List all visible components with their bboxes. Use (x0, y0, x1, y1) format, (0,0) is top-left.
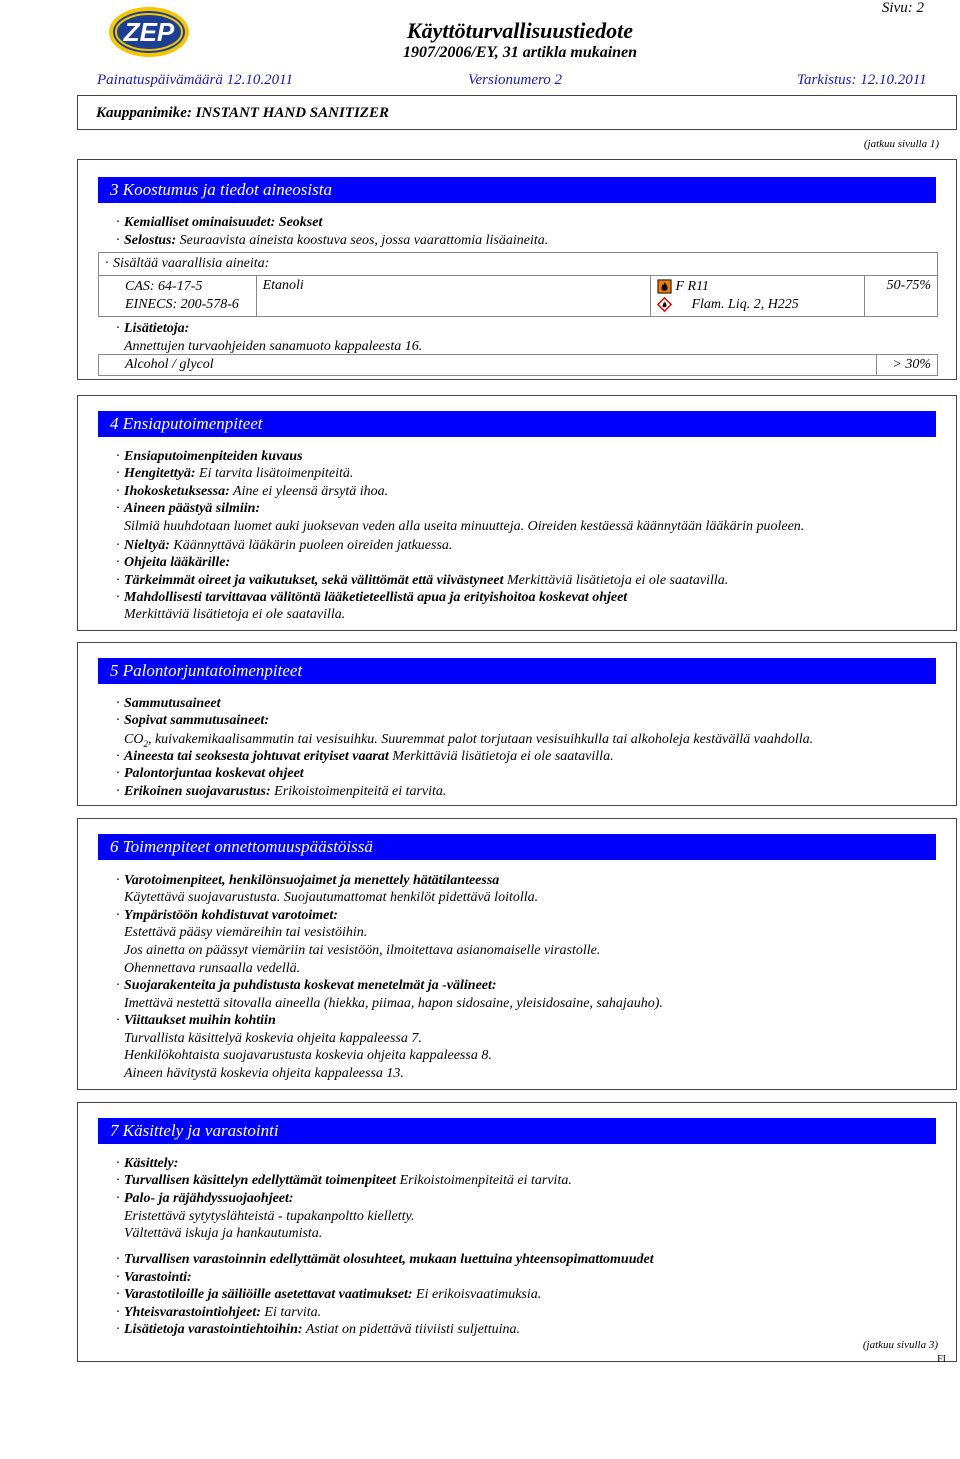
substance-cell: Etanoli (256, 276, 650, 317)
version-number: Versionumero 2 (468, 72, 563, 88)
document-title: Käyttöturvallisuustiedote (406, 18, 634, 43)
s5-line-4: · Aineesta tai seoksesta johtuvat erityiset vaarat Merkittäviä lisätietoja ei ole saatavilla. (116, 749, 614, 764)
section-5 (77, 642, 957, 806)
s7-line-10: · Lisätietoja varastointiehtoihin: Astiat on pidettävä tiiviisti suljettuina. (116, 1322, 521, 1337)
s4-line-3: · Ihokosketuksessa: Aine ei yleensä ärsytä ihoa. (116, 484, 389, 499)
s5-line-5: · Palontorjuntaa koskevat ohjeet (116, 766, 304, 781)
alcohol-name: Alcohol / glycol (99, 355, 877, 376)
alcohol-table (98, 354, 938, 376)
section-7-title: 7 Käsittely ja varastointi (98, 1118, 936, 1144)
s7-line-3: · Palo- ja räjähdyssuojaohjeet: (116, 1191, 294, 1206)
trade-name: Kauppanimike: INSTANT HAND SANITIZER (96, 105, 389, 121)
section-6 (77, 818, 957, 1090)
s4-line-10: Merkittäviä lisätietoja ei ole saatavilla. (124, 607, 346, 622)
s6-line-10: Turvallista käsittelyä koskevia ohjeita kappaleessa 7. (124, 1031, 422, 1046)
ghs-flame-diamond-icon (657, 297, 672, 312)
section-6-title: 6 Toimenpiteet onnettomuuspäästöissä (98, 834, 936, 860)
s7-line-4: Eristettävä sytytyslähteistä - tupakanpoltto kielletty. (124, 1209, 415, 1224)
svg-text:ZEP: ZEP (123, 17, 175, 47)
s6-line-1: · Varotoimenpiteet, henkilönsuojaimet ja menettely hätätilanteessa (116, 873, 500, 888)
flammable-icon (657, 279, 672, 294)
s7-line-5: Vältettävä iskuja ja hankautumista. (124, 1226, 323, 1241)
page-number: Sivu: 2 (881, 0, 924, 16)
classification-cell: F R11 Flam. Liq. 2, H225 (650, 276, 864, 317)
s4-line-8: · Tärkeimmät oireet ja vaikutukset, sekä välittömät että viivästyneet Merkittäviä lisätietoja ei ole saatavilla. (116, 573, 729, 588)
s4-line-1: · Ensiaputoimenpiteiden kuvaus (116, 449, 303, 464)
s4-line-5: Silmiä huuhdotaan luomet auki juoksevan veden alla useita minuutteja. Oireiden kestäessä käännytään lääkärin puoleen. (124, 519, 805, 534)
s7-line-8: · Varastotiloille ja säiliöille asetettavat vaatimukset: Ei erikoisvaatimuksia. (116, 1287, 542, 1302)
s6-line-5: Jos ainetta on päässyt viemäriin tai vesistöön, ilmoitettava asianomaiselle virastolle. (124, 943, 601, 958)
identifier-cell: CAS: 64-17-5 EINECS: 200-578-6 (99, 276, 257, 317)
section-7 (77, 1102, 957, 1362)
section-5-title: 5 Palontorjuntatoimenpiteet (98, 658, 936, 684)
section-4 (77, 395, 957, 631)
additional-info-label: · Lisätietoja: (116, 321, 190, 336)
s5-line-3: $CO_2$, kuivakemikaalisammutin tai vesisuihku. Suuremmat palot torjutaan vesisuihkulla tai alkoholeja kestävällä vaahdolla. (124, 732, 814, 749)
s6-line-8: Imettävä nestettä sitovalla aineella (hiekka, piimaa, hapon sidosaine, yleisidosaine, sahajauho). (124, 996, 663, 1011)
print-date: Painatuspäivämäärä 12.10.2011 (97, 72, 293, 88)
s5-line-2: · Sopivat sammutusaineet: (116, 713, 270, 728)
s6-line-6: Ohennettava runsaalla vedellä. (124, 961, 301, 976)
continued-from: (jatkuu sivulla 1) (863, 138, 939, 150)
s6-line-9: · Viittaukset muihin kohtiin (116, 1013, 276, 1028)
s4-line-9: · Mahdollisesti tarvittavaa välitöntä lääketieteellistä apua ja erityishoitoa koskevat ohjeet (116, 590, 628, 605)
s5-line-6: · Erikoinen suojavarustus: Erikoistoimenpiteitä ei tarvita. (116, 784, 447, 799)
zep-logo (108, 6, 190, 58)
s7-line-2: · Turvallisen käsittelyn edellyttämät toimenpiteet Erikoistoimenpiteitä ei tarvita. (116, 1173, 572, 1188)
s6-line-3: · Ympäristöön kohdistuvat varotoimet: (116, 908, 338, 923)
continued-to: (jatkuu sivulla 3) (862, 1339, 938, 1351)
s6-line-2: Käytettävä suojavarustusta. Suojautumattomat henkilöt pidettävä loitolla. (124, 890, 539, 905)
s4-line-4: · Aineen päästyä silmiin: (116, 501, 261, 516)
s6-line-7: · Suojarakenteita ja puhdistusta koskevat menetelmät ja -välineet: (116, 978, 497, 993)
s4-line-7: · Ohjeita lääkärille: (116, 555, 231, 570)
additional-info-text: Annettujen turvaohjeiden sanamuoto kappaleesta 16. (124, 339, 423, 354)
hazard-table (98, 252, 938, 317)
section-3 (77, 159, 957, 380)
description: · Selostus: Seuraavista aineista koostuva seos, jossa vaarattomia lisäaineita. (116, 233, 549, 248)
hazard-header: · Sisältää vaarallisia aineita: (99, 253, 938, 276)
language-code: FI (937, 1354, 946, 1365)
s7-line-7: · Varastointi: (116, 1270, 192, 1285)
s7-line-1: · Käsittely: (116, 1156, 179, 1171)
s4-line-6: · Nieltyä: Käännyttävä lääkärin puoleen oireiden jatkuessa. (116, 538, 453, 553)
s6-line-12: Aineen hävitystä koskevia ohjeita kappaleessa 13. (124, 1066, 404, 1081)
s7-line-9: · Yhteisvarastointiohjeet: Ei tarvita. (116, 1305, 322, 1320)
chem-properties: · Kemialliset ominaisuudet: Seokset (116, 215, 323, 230)
alcohol-percent: > 30% (877, 355, 938, 376)
s4-line-2: · Hengitettyä: Ei tarvita lisätoimenpiteitä. (116, 466, 354, 481)
section-4-title: 4 Ensiaputoimenpiteet (98, 411, 936, 437)
s6-line-4: Estettävä pääsy viemäreihin tai vesistöihin. (124, 925, 368, 940)
percent-cell: 50-75% (864, 276, 937, 317)
trade-name-box (77, 95, 957, 130)
section-3-title: 3 Koostumus ja tiedot aineosista (98, 177, 936, 203)
s7-line-6: · Turvallisen varastoinnin edellyttämät olosuhteet, mukaan luettuina yhteensopimattomuudet (116, 1252, 654, 1267)
s6-line-11: Henkilökohtaista suojavarustusta koskevia ohjeita kappaleessa 8. (124, 1048, 492, 1063)
document-subtitle: 1907/2006/EY, 31 artikla mukainen (402, 44, 638, 61)
revision-date: Tarkistus: 12.10.2011 (797, 72, 927, 88)
s5-line-1: · Sammutusaineet (116, 696, 221, 711)
